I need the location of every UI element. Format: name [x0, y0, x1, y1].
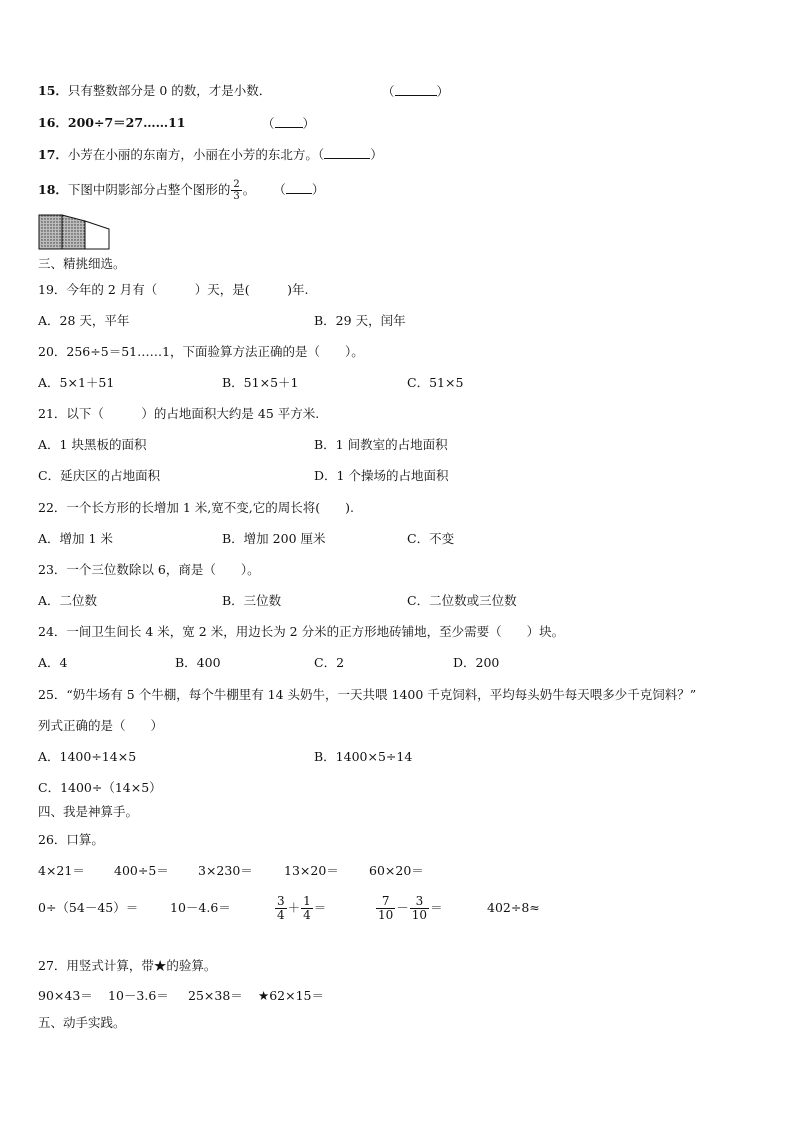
question-24: 24．一间卫生间长 4 米，宽 2 米，用边长为 2 分米的正方形地砖铺地，至少需要（ ）块。	[38, 624, 565, 639]
section-heading-4: 四、我是神算手。	[38, 804, 139, 819]
option-b[interactable]: B．三位数	[222, 593, 282, 608]
blank-line	[324, 146, 370, 159]
option-d[interactable]: D．1 个操场的占地面积	[314, 468, 449, 483]
option-c[interactable]: C．1400÷（14×5）	[38, 780, 162, 795]
option-c[interactable]: C．不变	[407, 531, 455, 546]
answer-blank-16[interactable]: （ ）	[262, 116, 316, 131]
question-number: 18．	[38, 182, 68, 197]
question-27: 27．用竖式计算，带★的验算。	[38, 958, 217, 973]
section-heading-5: 五、动手实践。	[38, 1015, 126, 1030]
question-25: 25．“奶牛场有 5 个牛棚，每个牛棚里有 14 头奶牛，一天共喂 1400 千克饲料，平均每头奶牛每天喂多少千克饲料？”	[38, 687, 697, 702]
question-19: 19．今年的 2 月有（ ）天，是( )年.	[38, 282, 309, 297]
option-a[interactable]: A．4	[38, 655, 68, 670]
blank-line	[395, 83, 437, 96]
shaded-fraction-figure	[38, 212, 112, 252]
option-b[interactable]: B．增加 200 厘米	[222, 531, 326, 546]
option-b[interactable]: B．1400×5÷14	[314, 749, 413, 764]
blank-line	[275, 115, 303, 128]
option-a[interactable]: A．1400÷14×5	[38, 749, 137, 764]
question-text: 200÷7＝27……11	[67, 115, 186, 130]
question-text: 只有整数部分是 0 的数，才是小数．	[67, 83, 272, 98]
question-21: 21．以下（ ）的占地面积大约是 45 平方米.	[38, 406, 320, 421]
option-c[interactable]: C．51×5	[407, 375, 464, 390]
answer-blank-18[interactable]: （ ）	[273, 182, 325, 197]
question-16	[38, 115, 185, 131]
section-heading-3: 三、精挑细选。	[38, 256, 126, 271]
fraction: $\frac{3}{4}$	[277, 894, 285, 922]
shaded-part	[62, 215, 85, 249]
option-b[interactable]: B．29 天，闰年	[314, 313, 406, 328]
shaded-part	[39, 215, 62, 249]
option-b[interactable]: B．1 间教室的占地面积	[314, 437, 448, 452]
mental-calc-item: 4×21＝	[38, 863, 85, 878]
fraction: $\frac{7}{10}$	[378, 894, 394, 922]
fraction: $\frac{3}{10}$	[411, 894, 428, 922]
question-20: 20．256÷5＝51……1，下面验算方法正确的是（ ）。	[38, 344, 364, 359]
answer-blank-15[interactable]: （ ）	[382, 84, 450, 99]
option-a[interactable]: A．28 天，平年	[38, 313, 130, 328]
option-b[interactable]: B．400	[175, 655, 221, 670]
fraction-expression: $\frac{3}{4}$ ＋ $\frac{1}{4}$ ＝	[277, 894, 327, 922]
option-b[interactable]: B．51×5＋1	[222, 375, 299, 390]
vertical-calc-item: 25×38＝	[188, 988, 243, 1003]
mental-calc-item: 402÷8≈	[487, 900, 540, 915]
mental-calc-item: 0÷（54－45）＝	[38, 900, 139, 915]
option-a[interactable]: A．二位数	[38, 593, 98, 608]
vertical-calc-item: 10－3.6＝	[108, 988, 169, 1003]
option-a[interactable]: A．5×1＋51	[38, 375, 115, 390]
question-text: 下图中阴影部分占整个图形的	[67, 182, 231, 197]
question-25-prompt: 列式正确的是（ ）	[38, 718, 164, 733]
question-23: 23．一个三位数除以 6，商是（ ）。	[38, 562, 260, 577]
question-number: 15．	[38, 83, 68, 98]
option-c[interactable]: C．2	[314, 655, 345, 670]
mental-calc-item: 13×20＝	[284, 863, 339, 878]
vertical-calc-item: ★62×15＝	[258, 988, 324, 1003]
fraction: $\frac{1}{4}$	[303, 894, 311, 922]
question-18: 18．下图中阴影部分占整个图形的 $\frac{2}{3}$ 。 （ ）	[38, 179, 325, 202]
question-22: 22．一个长方形的长增加 1 米,宽不变,它的周长将( ).	[38, 500, 354, 515]
option-a[interactable]: A．1 块黑板的面积	[38, 437, 147, 452]
option-a[interactable]: A．增加 1 米	[38, 531, 113, 546]
fraction-expression: $\frac{7}{10}$ － $\frac{3}{10}$ ＝	[378, 894, 443, 922]
question-17	[38, 146, 383, 163]
answer-blank-17[interactable]: （ ）	[317, 147, 383, 162]
question-text: 小芳在小丽的东南方，小丽在小芳的东北方。	[67, 147, 318, 162]
unshaded-part	[85, 221, 109, 249]
question-number: 17．	[38, 147, 68, 162]
question-15	[38, 83, 271, 99]
option-d[interactable]: D．200	[453, 655, 500, 670]
mental-calc-item: 400÷5＝	[114, 863, 169, 878]
mental-calc-item: 60×20＝	[369, 863, 424, 878]
question-number: 16．	[38, 115, 68, 130]
mental-calc-item: 3×230＝	[198, 863, 253, 878]
option-c[interactable]: C．二位数或三位数	[407, 593, 517, 608]
fraction-two-thirds: $\frac{2}{3}$	[233, 179, 240, 202]
mental-calc-item: 10－4.6＝	[170, 900, 231, 915]
vertical-calc-item: 90×43＝	[38, 988, 93, 1003]
question-26: 26．口算。	[38, 832, 104, 847]
option-c[interactable]: C．延庆区的占地面积	[38, 468, 161, 483]
blank-line	[286, 181, 312, 194]
